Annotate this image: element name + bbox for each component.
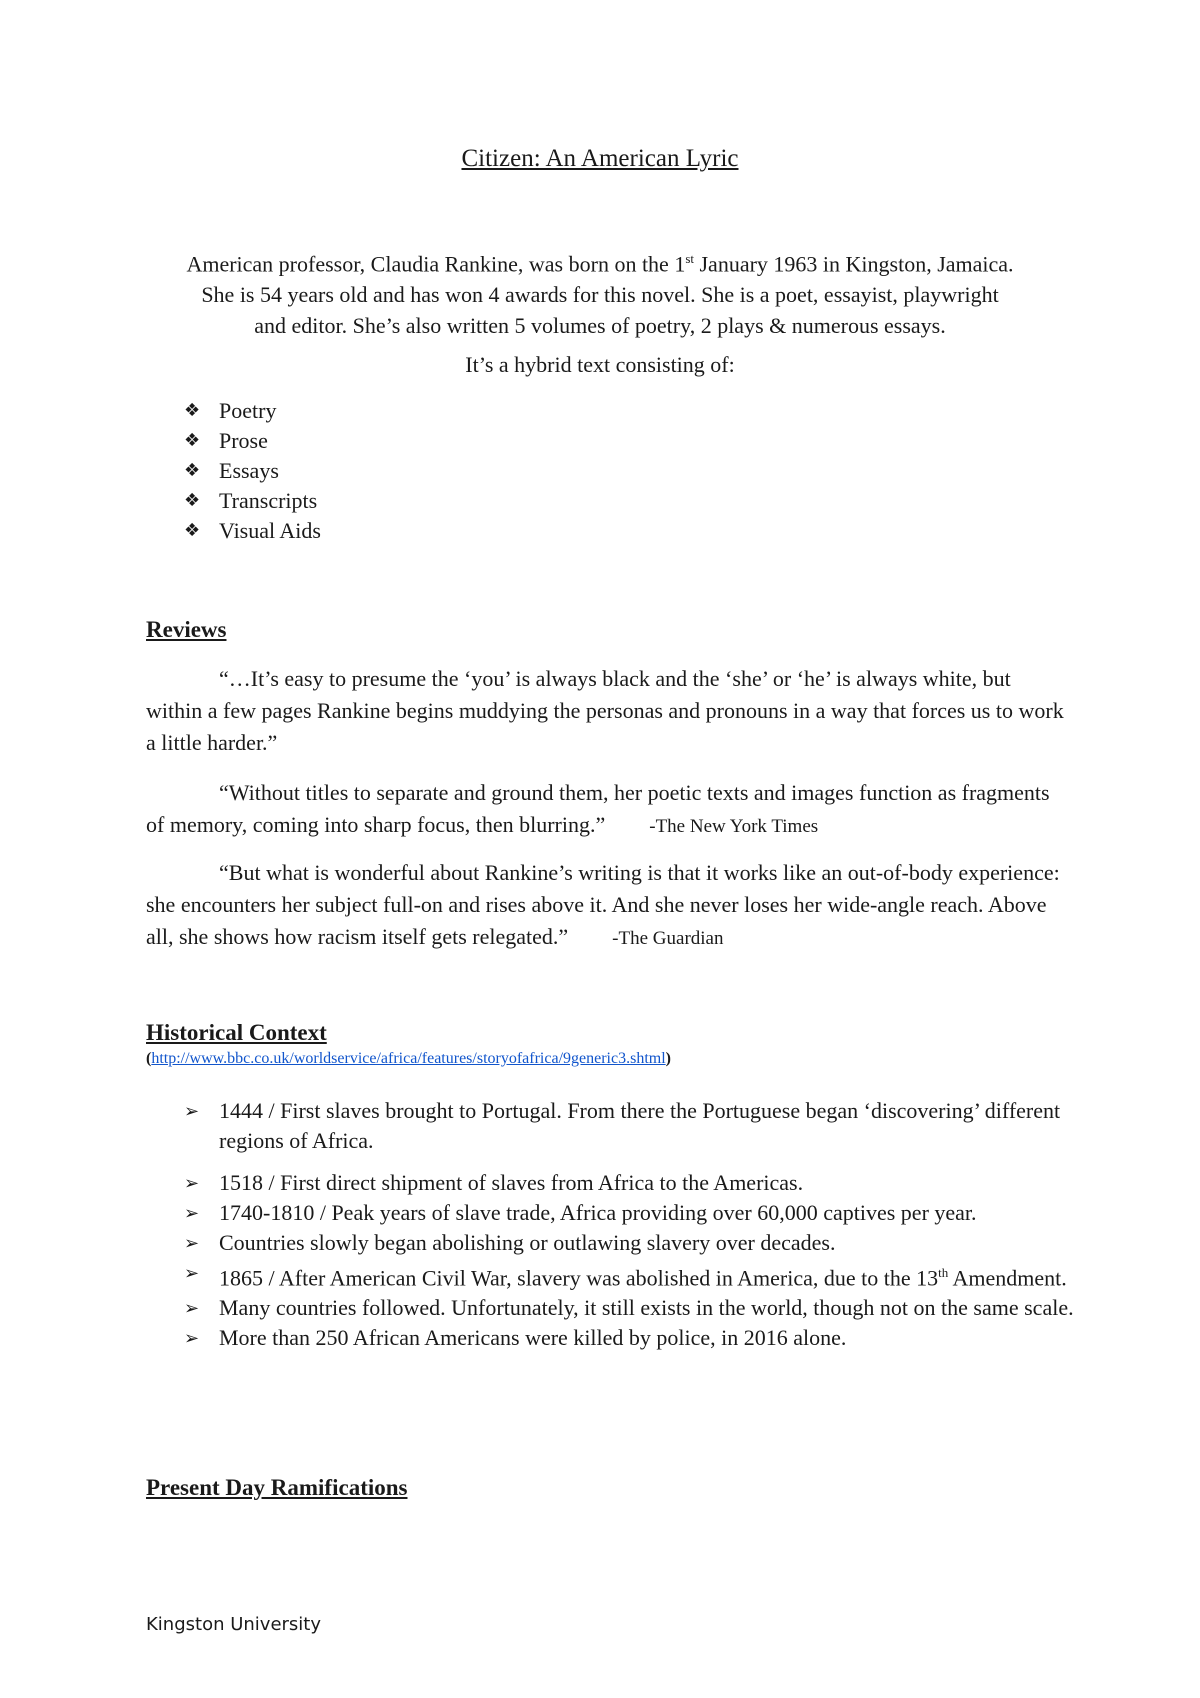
present-day-heading: Present Day Ramifications: [146, 1475, 408, 1500]
page-footer: Kingston University: [146, 1614, 322, 1635]
list-item: ➢ 1518 / First direct shipment of slaves from Africa to the Americas.: [184, 1168, 1074, 1198]
arrow-bullet-icon: ➢: [184, 1101, 200, 1122]
intro-line-2: She is 54 years old and has won 4 awards for this novel. She is a poet, essayist, playwright: [201, 282, 999, 308]
list-item: ❖ Essays: [184, 456, 321, 486]
intro-line-1: American professor, Claudia Rankine, was born on the 1st January 1963 in Kingston, Jamaica.: [186, 251, 1014, 277]
arrow-bullet-icon: ➢: [184, 1173, 200, 1194]
diamond-bullet-icon: ❖: [184, 520, 201, 541]
diamond-bullet-icon: ❖: [184, 430, 201, 451]
list-item: ❖ Poetry: [184, 396, 321, 426]
list-item: ❖ Visual Aids: [184, 516, 321, 546]
list-item: ❖ Transcripts: [184, 486, 321, 516]
historical-context-heading: Historical Context: [146, 1020, 327, 1045]
review-quote-1: “…It’s easy to presume the ‘you’ is always black and the ‘she’ or ‘he’ is always white, but within a few pages Rankine begins muddying the personas and pronouns in a way that forces us to work a little harder.”: [146, 666, 1064, 755]
hybrid-text-intro: It’s a hybrid text consisting of:: [465, 352, 735, 377]
text-type-list: [184, 396, 321, 546]
history-timeline-list: [184, 1096, 1074, 1353]
document-title: Citizen: An American Lyric: [461, 145, 739, 172]
diamond-bullet-icon: ❖: [184, 400, 201, 421]
author-intro: [140, 243, 1060, 341]
arrow-bullet-icon: ➢: [184, 1298, 200, 1320]
list-item: ➢ 1740-1810 / Peak years of slave trade, Africa providing over 60,000 captives per year.: [184, 1198, 1074, 1228]
list-item: ➢ Countries slowly began abolishing or outlawing slavery over decades.: [184, 1228, 1074, 1258]
bbc-source-link[interactable]: http://www.bbc.co.uk/worldservice/africa/features/storyofafrica/9generic3.shtml: [151, 1050, 666, 1067]
intro-line-3: and editor. She’s also written 5 volumes of poetry, 2 plays & numerous essays.: [254, 313, 946, 339]
arrow-bullet-icon: ➢: [184, 1233, 200, 1254]
list-item: ➢ More than 250 African Americans were killed by police, in 2016 alone.: [184, 1323, 1074, 1353]
list-item: ➢ Many countries followed. Unfortunately, it still exists in the world, though not on the same scale.: [184, 1293, 1074, 1323]
diamond-bullet-icon: ❖: [184, 460, 201, 481]
list-item: ➢ 1865 / After American Civil War, slavery was abolished in America, due to the 13th Amendment.: [184, 1258, 1074, 1293]
review-quote-3: “But what is wonderful about Rankine’s writing is that it works like an out-of-body experience: she encounters her subject full-on and rises above it. And she never loses her wide-angle reach. Above all, she shows how racism itself gets relegated.” -The Guardian: [146, 860, 1060, 949]
diamond-bullet-icon: ❖: [184, 490, 201, 511]
arrow-bullet-icon: ➢: [184, 1328, 200, 1350]
reviews-heading: Reviews: [146, 617, 227, 642]
arrow-bullet-icon: ➢: [184, 1203, 200, 1224]
list-item: ❖ Prose: [184, 426, 321, 456]
list-item: ➢ 1444 / First slaves brought to Portugal. From there the Portuguese began ‘discovering’ different regions of Africa.: [184, 1098, 1061, 1153]
review-source: -The New York Times: [649, 816, 819, 837]
source-link-line: (http://www.bbc.co.uk/worldservice/africa/features/storyofafrica/9generic3.shtml): [146, 1050, 671, 1067]
review-source: -The Guardian: [612, 928, 724, 949]
arrow-bullet-icon: ➢: [184, 1263, 200, 1284]
review-quote-2: “Without titles to separate and ground them, her poetic texts and images function as fragments of memory, coming into sharp focus, then blurring.” -The New York Times: [146, 780, 1050, 837]
